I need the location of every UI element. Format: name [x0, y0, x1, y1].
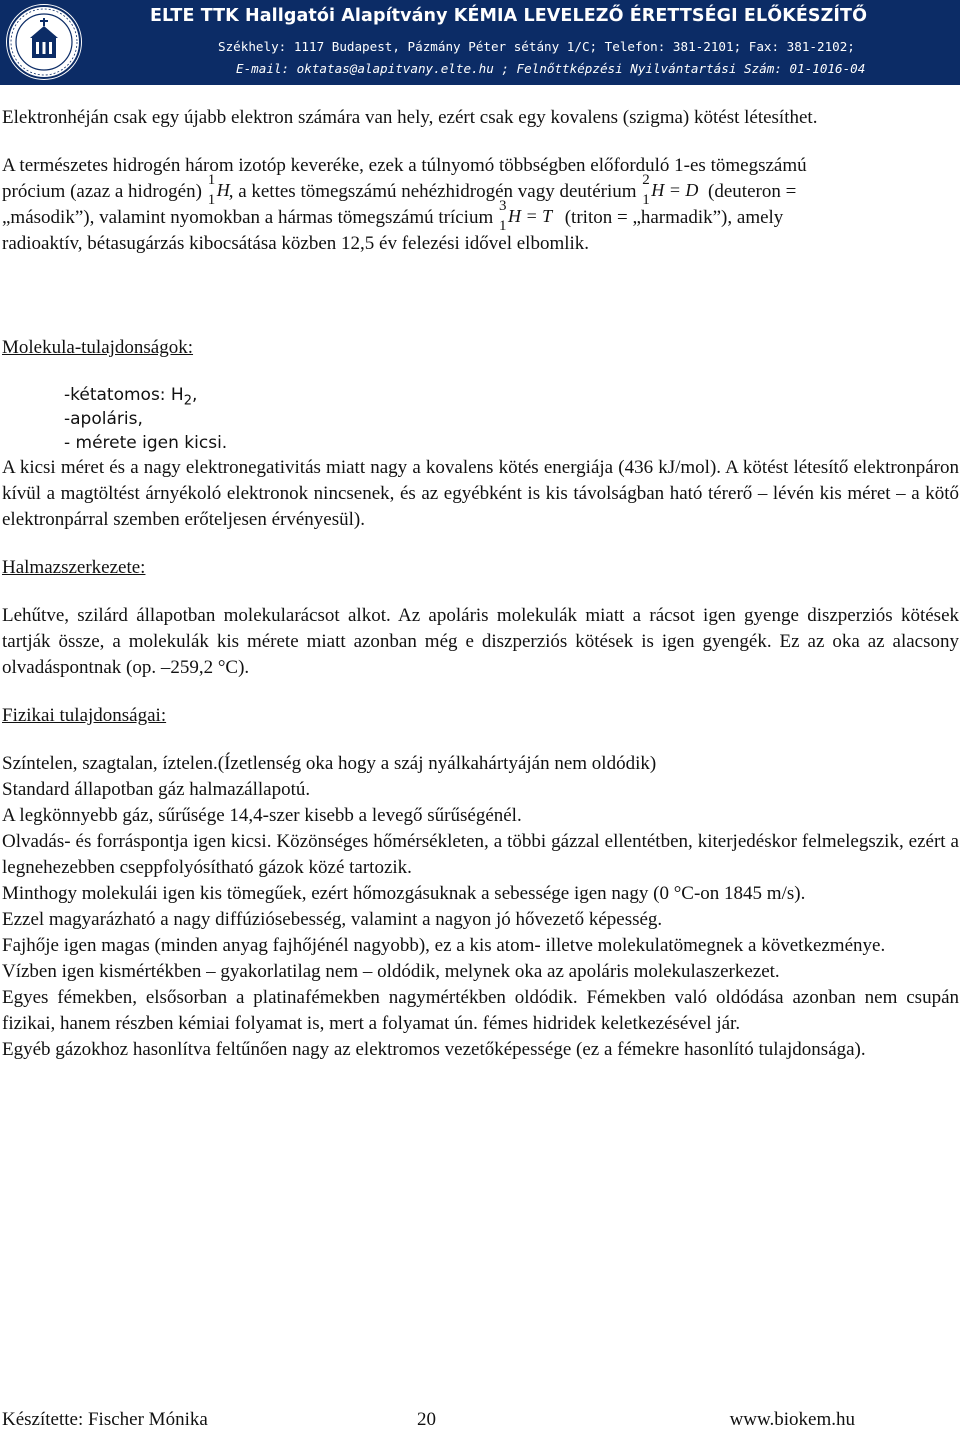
- phys-item-6: Ezzel magyarázható a nagy diffúziósebesség, valamint a nagyon jó hővezető képesség.: [2, 909, 663, 930]
- list-item: - mérete igen kicsi.: [64, 433, 228, 453]
- isotopes-text-d: „második”), valamint nyomokban a hármas tömegszámú trícium: [2, 207, 498, 228]
- molecule-properties-list: [2, 383, 959, 455]
- phys-item-10: Egyéb gázokhoz hasonlítva feltűnően nagy az elektromos vezetőképessége (ez a fémekre hasonlító tulajdonsága).: [2, 1039, 866, 1060]
- isotopes-text-a: prócium (azaz a hidrogén): [2, 181, 207, 202]
- document-body: [2, 105, 959, 1063]
- phys-item-9: Egyes fémekben, elsősorban a platinafémekben nagymértékben oldódik. Fémekben való oldódása azonban nem csupán fizikai, hanem részben kémiai folyamat is, mert a folyamat ún. fémes hidridek keletkezésével jár.: [2, 987, 959, 1034]
- heading-physical-properties: Fizikai tulajdonságai:: [2, 705, 167, 726]
- phys-item-5: Minthogy molekulái igen kis tömegűek, ezért hőmozgásuknak a sebessége igen nagy (0 °C-on 1845 m/s).: [2, 883, 806, 904]
- phys-item-4: Olvadás- és forráspontja igen kicsi. Közönséges hőmérsékleten, a többi gázzal ellentétben, kiterjedéskor felmelegszik, ezért a legnehezebben cseppfolyósítható gázok közé tartozik.: [2, 831, 959, 878]
- university-seal-logo: [6, 4, 82, 80]
- phys-item-8: Vízben igen kismértékben – gyakorlatilag nem – oldódik, melynek oka az apoláris molekulaszerkezet.: [2, 961, 780, 982]
- footer-website: www.biokem.hu: [729, 1409, 855, 1430]
- heading-molecule-properties: Molekula-tulajdonságok:: [2, 337, 194, 358]
- paragraph-isotopes: [2, 153, 959, 257]
- phys-item-2: Standard állapotban gáz halmazállapotú.: [2, 779, 311, 800]
- header-title: ELTE TTK Hallgatói Alapítvány KÉMIA LEVELEZŐ ÉRETTSÉGI ELŐKÉSZÍTŐ: [150, 6, 868, 26]
- page-header: [0, 0, 960, 85]
- deuterium-symbol: 2 1 H = D: [642, 172, 699, 208]
- heading-structure: Halmazszerkezete:: [2, 557, 146, 578]
- isotopes-text-c: (deuteron =: [703, 181, 797, 202]
- paragraph-structure: Lehűtve, szilárd állapotban molekularácsot alkot. Az apoláris molekulák miatt a rácsot igen gyenge diszperziós kötések tartják össze, a molekulák kis mérete miatt azonban még e diszperziós kötések is igen gyengék. Ez az oka az alacsony olvadáspontnak (op. –259,2 °C).: [2, 605, 959, 678]
- isotopes-line-1: A természetes hidrogén három izotóp keveréke, ezek a túlnyomó többségben előforduló 1-es tömegszámú: [2, 155, 807, 176]
- paragraph-bond-energy: A kicsi méret és a nagy elektronegativitás miatt nagy a kovalens kötés energiája (436 kJ/mol). A kötést létesítő elektronpáron kívül a magtöltést árnyékoló elektronok nincsenek, és az egyébként is kis távolságban ható térerő – lévén kis méret – a kötő elektronpárral szemben erőteljesen érvényesül).: [2, 457, 959, 530]
- isotopes-text-f: radioaktív, bétasugárzás kibocsátása közben 12,5 év felezési idővel elbomlik.: [2, 233, 590, 254]
- phys-item-7: Fajhője igen magas (minden anyag fajhőjénél nagyobb), ez a kis atom- illetve molekulatömegnek a következménye.: [2, 935, 886, 956]
- tritium-symbol: 3 1 H = T: [498, 198, 553, 234]
- protium-symbol: 1 1 H: [207, 172, 230, 208]
- page-number: 20: [417, 1409, 436, 1430]
- footer-author: Készítette: Fischer Mónika: [2, 1409, 208, 1430]
- phys-item-1: Színtelen, szagtalan, íztelen.(Ízetlenség oka hogy a száj nyálkahártyáján nem oldódik): [2, 753, 657, 774]
- phys-item-3: A legkönnyebb gáz, sűrűsége 14,4-szer kisebb a levegő sűrűségénél.: [2, 805, 522, 826]
- isotopes-text-b: , a kettes tömegszámú nehézhidrogén vagy deutérium: [228, 181, 642, 202]
- header-contact: E-mail: oktatas@alapitvany.elte.hu ; Felnőttképzési Nyilvántartási Szám: 01-1016-04: [236, 61, 866, 76]
- header-address: Székhely: 1117 Budapest, Pázmány Péter sétány 1/C; Telefon: 381-2101; Fax: 381-2102;: [218, 39, 855, 54]
- list-item: -apoláris,: [64, 409, 143, 429]
- isotopes-text-e: (triton = „harmadik”), amely: [559, 207, 784, 228]
- list-item: -kétatomos: $H_2$,: [64, 385, 198, 409]
- page-footer: [2, 1407, 958, 1433]
- paragraph-electron-shell: Elektronhéján csak egy újabb elektron számára van hely, ezért csak egy kovalens (szigma) kötést létesíthet.: [2, 107, 818, 128]
